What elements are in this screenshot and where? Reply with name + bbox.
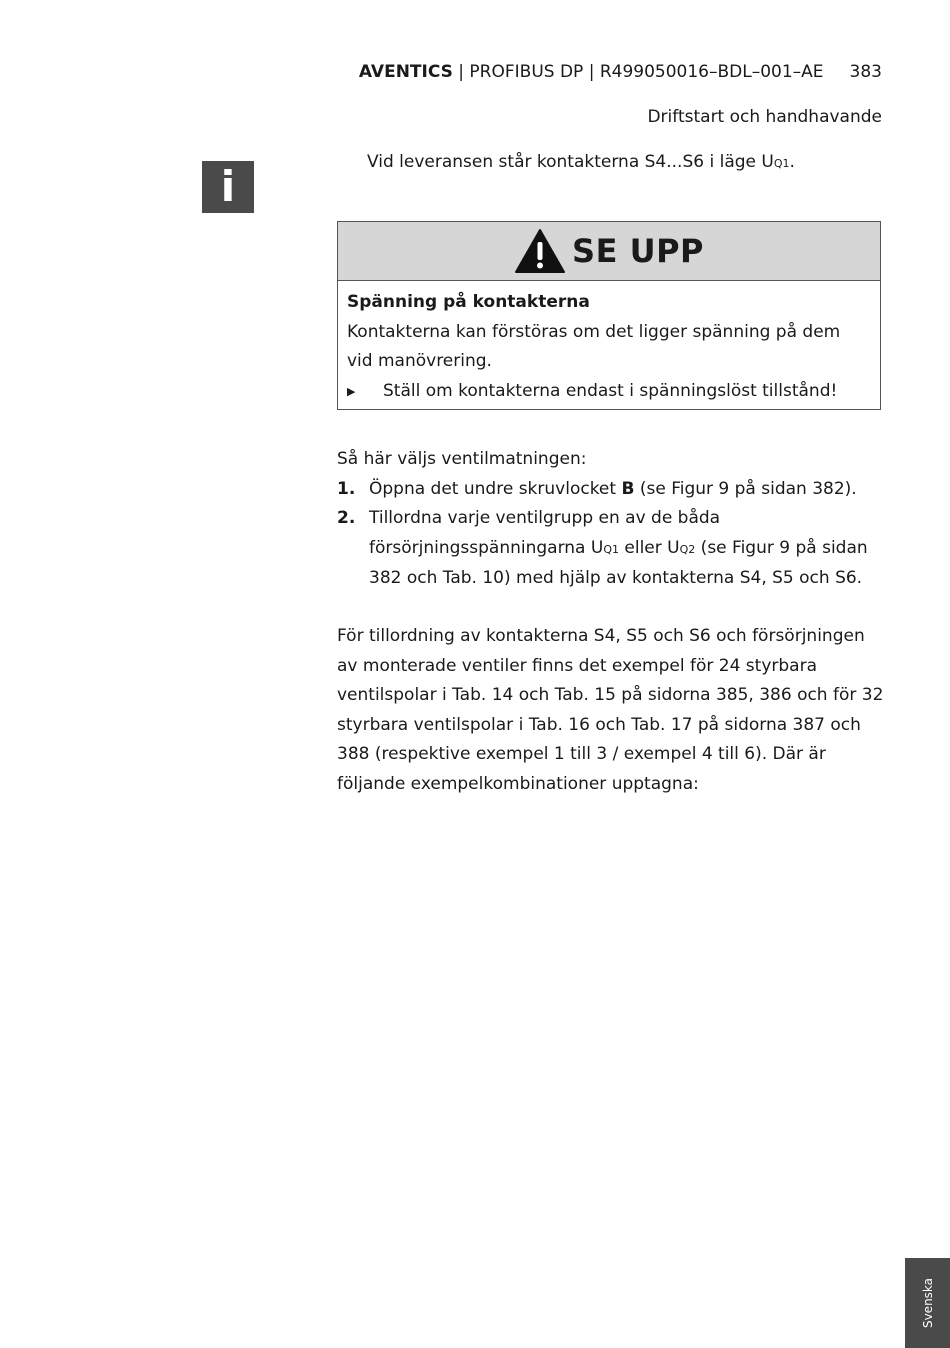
language-tab (905, 1258, 950, 1348)
warning-header (338, 222, 880, 281)
warning-title: SE UPP (572, 232, 704, 270)
warning-box (337, 221, 881, 410)
step-number: 1. (337, 478, 356, 499)
step-number: 2. (337, 508, 356, 528)
info-icon (202, 161, 254, 213)
step-text (369, 475, 887, 505)
info-text-main: Vid leveransen står kontakterna S4...S6 i läge U (367, 152, 774, 172)
warning-bullet-text: Ställ om kontakterna endast i spänningslöst tillstånd! (383, 380, 838, 401)
info-text-sub: Q1 (773, 157, 790, 170)
step-text-bold: B (621, 478, 635, 499)
body-paragraph: För tillordning av kontakterna S4, S5 och S6 och försörjningen av monterade ventiler finns det exempel för 24 styrbara ventilspolar i Tab. 14 och Tab. 15 på sidorna 385, 386 och för 32 styrbara ventilspolar i Tab. 16 och Tab. 17 på sidorna 387 och 388 (respektive exempel 1 till 3 / exempel 4 till 6). Där är följande exempelkombinationer upptagna: (337, 626, 884, 794)
warning-triangle-icon (514, 228, 566, 274)
step-text-part: Tillordna varje ventilgrupp en av de båda försörjningsspänningarna U (369, 508, 721, 558)
page-number: 383 (849, 62, 882, 82)
page-header (359, 62, 882, 82)
step-text-part: Öppna det undre skruvlocket (369, 478, 622, 499)
step-text (369, 504, 887, 594)
step-text-part: (se Figur 9 på sidan 382 och Tab. 10) med hjälp av kontakterna S4, S5 och S6. (369, 537, 868, 588)
warning-bullet (347, 377, 871, 407)
info-icon-letter: i (220, 162, 236, 211)
bullet-arrow-icon: ▶ (347, 384, 356, 398)
step-text-part: eller U (619, 537, 680, 558)
step-text-sub: Q2 (679, 542, 696, 556)
info-note (367, 152, 795, 172)
step-1 (337, 475, 887, 505)
step-text-part: (se Figur 9 på sidan 382). (634, 478, 857, 499)
steps-section (337, 445, 887, 594)
section-title: Driftstart och handhavande (647, 107, 882, 127)
steps-intro: Så här väljs ventilmatningen: (337, 449, 587, 469)
warning-heading: Spänning på kontakterna (347, 292, 590, 312)
step-text-sub: Q1 (603, 542, 619, 556)
info-text-end: . (789, 152, 795, 172)
step-2 (337, 504, 887, 594)
warning-text: Kontakterna kan förstöras om det ligger spänning på dem vid manövrering. (347, 321, 841, 371)
brand-name: AVENTICS (358, 62, 453, 82)
language-tab-label: Svenska (920, 1277, 935, 1329)
warning-body (338, 281, 880, 406)
document-id: | PROFIBUS DP | R499050016–BDL–001–AE (452, 62, 824, 82)
